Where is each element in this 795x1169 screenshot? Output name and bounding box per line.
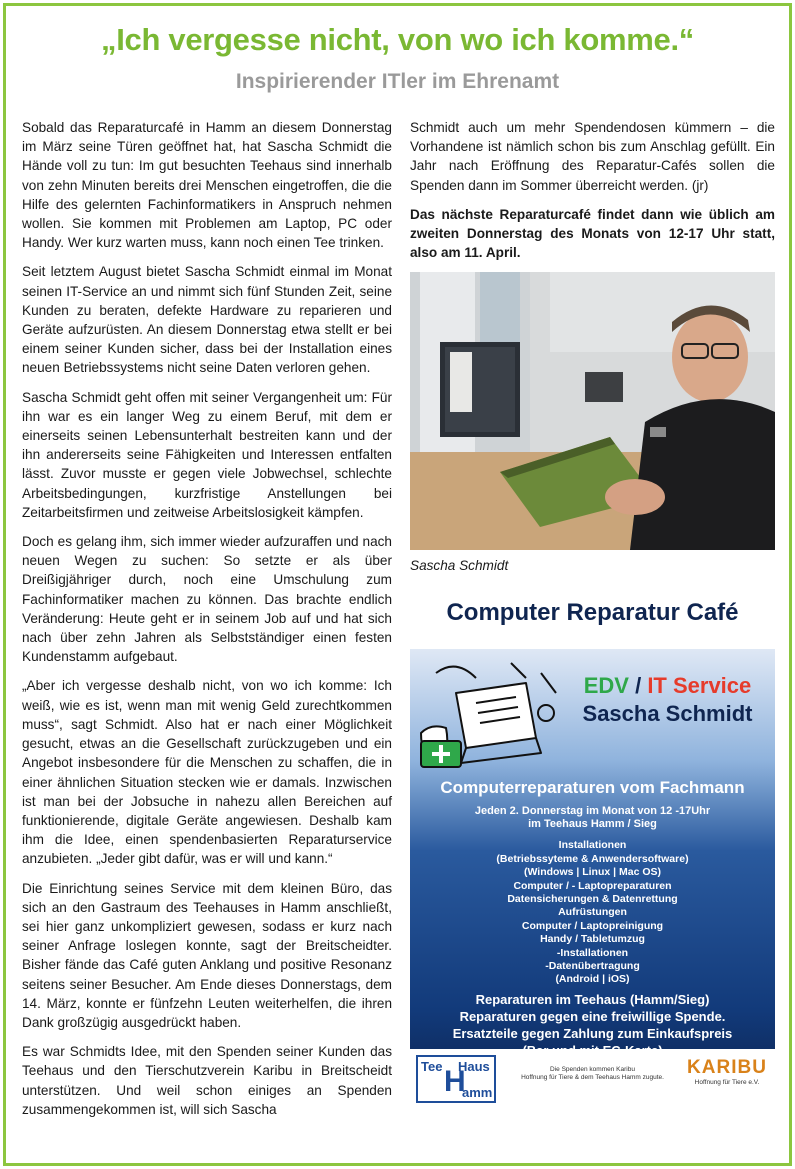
ad-owner-name: Sascha Schmidt	[582, 701, 753, 727]
portrait-photo	[410, 272, 775, 550]
ad-service-item: Computer / - Laptopreparaturen	[513, 879, 672, 892]
ad-service-item: (Betriebssyteme & Anwendersoftware)	[496, 852, 689, 865]
ad-service-item: Aufrüstungen	[558, 906, 627, 919]
article-subheadline: Inspirierender ITler im Ehrenamt	[235, 70, 560, 93]
left-column	[22, 118, 392, 1129]
ad-repair-line: Reparaturen im Teehaus (Hamm/Sieg)	[475, 992, 710, 1008]
karibu-logo-subtitle: Hoffnung für Tiere e.V.	[694, 1079, 760, 1087]
ad-service-item: (Windows | Linux | Mac OS)	[523, 866, 662, 879]
ad-footer	[410, 1049, 775, 1109]
ad-service-item: (Android | iOS)	[555, 973, 630, 986]
ad-schedule-line: im Teehaus Hamm / Sieg	[528, 818, 657, 831]
ad-service-item: Computer / Laptopreinigung	[521, 919, 664, 932]
right-column	[410, 118, 775, 1109]
ad-schedule	[410, 805, 775, 831]
ad-services-list	[410, 839, 775, 986]
ad-repair-line: Ersatzteile gegen Zahlung zum Einkaufspreis	[452, 1026, 733, 1042]
ad-service-item: Datensicherungen & Datenrettung	[507, 893, 678, 906]
ad-service-item: Handy / Tabletumzug	[540, 933, 645, 946]
ad-slash: /	[628, 673, 648, 699]
teehaus-logo-haus: Haus	[458, 1059, 490, 1075]
paragraph: Schmidt auch um mehr Spendendosen kümmern – die Vorhandene ist nämlich schon bis zum Anschlag gefüllt. Ein Jahr nach Eröffnung des Reparatur-Cafés sollen die Spenden dann im Sommer überreicht werden. (jr)	[410, 120, 775, 193]
paragraph: „Aber ich vergesse deshalb nicht, von wo ich komme: Ich weiß, wie es ist, wenn man mit wenig Geld zurechtkommen muss“, sagt Schmidt. Also hat er nach einer Möglichkeit gesucht, etwas an die Gesellschaft zurückzugeben und ein Angebot insbesondere für die Menschen zu schaffen, die in einer ähnlichen Situation stecken wie er damals. Inzwischen ist man bei der Jobsuche in nahezu allen Bereichen auf funktionierende, digitale Geräte angewiesen. Deshalb kam ihm die Idee, einen spendenbasierten Reparaturservice anzubieten. „Jeder gibt dafür, was er will und kann.“	[22, 678, 392, 867]
ad-it-service: IT Service	[647, 673, 752, 699]
paragraph: Doch es gelang ihm, sich immer wieder aufzuraffen und nach neuen Wegen zu suchen: So setzte er als über Dreißigjähriger durch, noch eine Umschulung zum Fachinformatiker machen zu können. Das brachte endlich Veränderung: Heute geht er in seinem Job auf und hat sich nach über zehn Jahren als Selbstständiger einen festen Kundenstamm aufgebaut.	[22, 534, 392, 665]
ad-note-line: Die Spenden kommen Karibu	[550, 1066, 635, 1074]
karibu-logo	[687, 1057, 767, 1086]
teehaus-logo-tee: Tee	[421, 1059, 443, 1075]
karibu-logo-text: KARIBU	[687, 1057, 767, 1079]
ad-title: Computer Reparatur Café	[446, 599, 739, 627]
paragraph: Seit letztem August bietet Sascha Schmidt einmal im Monat seinen IT-Service an und nimmt sich fünf Stunden Zeit, seine Kunden zu beraten, defekte Hardware zu reparieren und Geräte aufzurüsten. An diesem Donnerstag etwa stellt er bei einem seiner Kunden sicher, dass bei der Installation eines neuen Betriebssystems nicht seine Daten verloren gehen.	[22, 264, 392, 376]
paragraph: Es war Schmidts Idee, mit den Spenden seiner Kunden das Teehaus und den Tierschutzverein Karibu in Breitscheidt unterstützen. Und weil schon einiges an Spenden zusammengekommen ist, will sich Sascha	[22, 1044, 392, 1117]
ad-headline: Computerreparaturen vom Fachmann	[440, 778, 745, 798]
ad-donation-note	[510, 1066, 675, 1082]
article-headline: „Ich vergesse nicht, von wo ich komme.“	[101, 22, 694, 57]
notice-paragraph: Das nächste Reparaturcafé findet dann wie üblich am zweiten Donnerstag des Monats von 12-17 Uhr statt, also am 11. April.	[410, 206, 775, 261]
advertisement	[410, 591, 775, 1109]
teehaus-logo-amm: amm	[462, 1085, 493, 1101]
ad-schedule-line: Jeden 2. Donnerstag im Monat von 12 -17Uhr	[474, 805, 711, 818]
photo-caption: Sascha Schmidt	[410, 558, 509, 574]
paragraph: Sobald das Reparaturcafé in Hamm an diesem Donnerstag im März seine Türen geöffnet hat, hat Sascha Schmidt die Hände voll zu tun: Im gut besuchten Teehaus sind innerhalb von zehn Minuten bereits drei Menschen eingetroffen, die die Hilfe des gelernten Fachinformatikers in Anspruch nehmen wollen. Sie kommen mit Problemen am Laptop, PC oder Handy. Wer kurz warten muss, kann noch einen Tee trinken.	[22, 120, 392, 251]
ad-service-item: -Installationen	[556, 946, 629, 959]
ad-service-item: Installationen	[558, 839, 627, 852]
computer-doodle-icon	[416, 653, 566, 773]
teehaus-logo-h: H	[444, 1065, 466, 1099]
ad-edv: EDV	[583, 673, 629, 699]
paragraph: Die Einrichtung seines Service mit dem kleinen Büro, das sich an den Gastraum des Teehauses in Hamm anschließt, sei hier ganz unkompliziert gewesen, sodass er kurz nach seiner Anfrage loslegen konnte, sagt der Breitscheidter. Bisher fände das Café guten Anklang und positive Resonanz seitens seiner Besucher. Am Ende dieses Donnerstags, dem 14. März, konnte er fünfzehn Leuten weiterhelfen, die ihren Dank großzügig ausgedrückt haben.	[22, 880, 392, 1030]
ad-edv-service	[560, 673, 775, 699]
ad-note-line: Hoffnung für Tiere & dem Teehaus Hamm zugute.	[521, 1074, 664, 1082]
photo-illustration	[410, 272, 775, 550]
ad-service-item: -Datenübertragung	[545, 960, 640, 973]
ad-repair-line: Reparaturen gegen eine freiwillige Spende.	[459, 1009, 726, 1025]
paragraph: Sascha Schmidt geht offen mit seiner Vergangenheit um: Für ihn war es ein langer Weg zu einem Beruf, mit dem er einerseits seinen Lebensunterhalt bestreiten kann und der ihn andererseits seine Fähigkeiten und Interessen entfalten lässt. Zuvor musste er gegen viele Jobwechsel, schlechte Arbeitsbedingungen, kurzfristige Anstellungen bei Zeitarbeitsfirmen und zeitweise Arbeitslosigkeit kämpfen.	[22, 389, 392, 520]
teehaus-logo	[416, 1055, 496, 1103]
